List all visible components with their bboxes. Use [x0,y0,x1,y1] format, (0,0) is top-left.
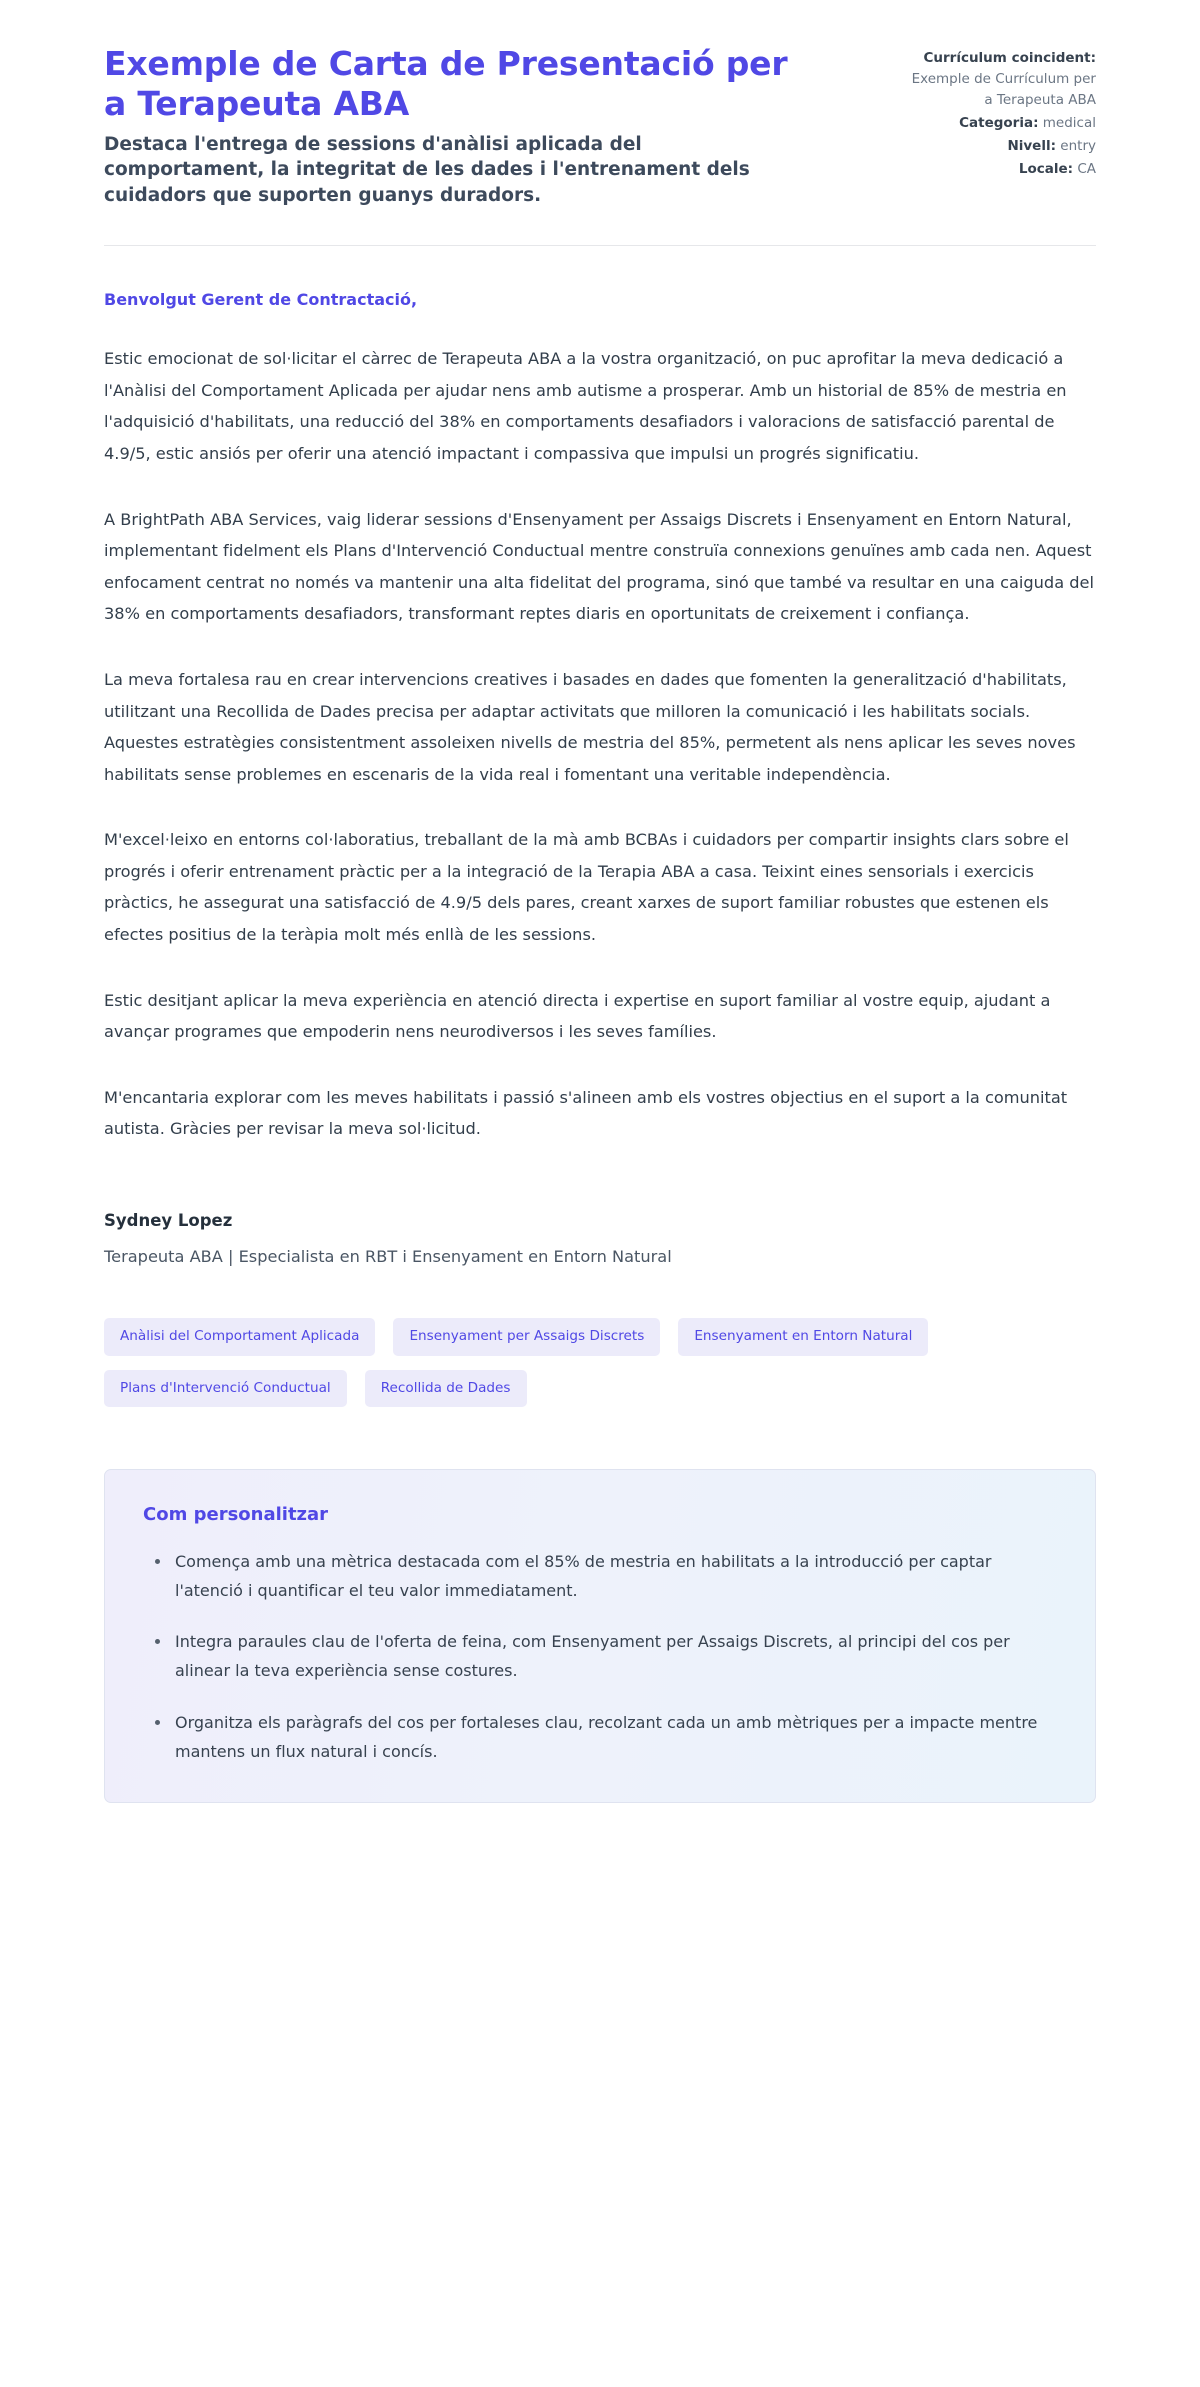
callout-tip-item: Comença amb una mètrica destacada com el 85% de mestria en habilitats a la introducció per captar l'atenció i quantificar el teu valor immediatament. [167,1547,1057,1605]
letter-paragraph: La meva fortalesa rau en crear intervencions creatives i basades en dades que fomenten la generalització d'habilitats, utilitzant una Recollida de Dades precisa per adaptar activitats que milloren la comunicació i les habilitats socials. Aquestes estratègies consistentment assoleixen nivells de mestria del 85%, permetent als nens aplicar les seves noves habilitats sense problemes en escenaris de la vida real i fomentant una veritable independència. [104,669,1076,784]
document-metadata [906,44,1096,182]
meta-row-locale [906,159,1096,180]
document-header [104,44,1096,209]
customization-tips-callout [104,1469,1096,1803]
meta-row-category [906,113,1096,134]
meta-value-locale: CA [1077,160,1096,177]
skill-tag: Recollida de Dades [365,1370,527,1408]
skill-tag-list [104,1318,934,1407]
meta-row-level [906,136,1096,157]
meta-value-level: entry [1060,137,1096,154]
skill-tag: Plans d'Intervenció Conductual [104,1370,347,1408]
letter-salutation: Benvolgut Gerent de Contractació, [104,290,418,310]
meta-label-matching-resume: Currículum coincident: [923,50,1096,66]
skill-tag: Ensenyament en Entorn Natural [678,1318,928,1356]
signature-block [104,1211,1096,1270]
callout-title: Com personalitzar [143,1504,329,1526]
page-subtitle: Destaca l'entrega de sessions d'anàlisi aplicada del comportament, la integritat de les dades i l'entrenament dels cuidadors que suporten guanys duradors. [104,133,750,207]
skill-tag: Anàlisi del Comportament Aplicada [104,1318,375,1356]
letter-paragraph: Estic emocionat de sol·licitar el càrrec de Terapeuta ABA a la vostra organització, on puc aprofitar la meva dedicació a l'Anàlisi del Comportament Aplicada per ajudar nens amb autisme a prosperar. Amb un historial de 85% de mestria en l'adquisició d'habilitats, una reducció del 38% en comportaments desafiadors i valoracions de satisfacció parental de 4.9/5, estic ansiós per oferir una atenció impactant i compassiva que impulsi un progrés significatiu. [104,349,1067,463]
meta-row-matching-resume [906,48,1096,111]
letter-paragraph: Estic desitjant aplicar la meva experiència en atenció directa i expertise en suport familiar al vostre equip, ajudant a avançar programes que empoderin nens neurodiversos i les seves famílies. [104,990,1051,1042]
letter-paragraph: M'excel·leixo en entorns col·laboratius, treballant de la mà amb BCBAs i cuidadors per compartir insights clars sobre el progrés i oferir entrenament pràctic per a la integració de la Terapia ABA a casa. Teixint eines sensorials i exercicis pràctics, he assegurat una satisfacció de 4.9/5 dels pares, creant xarxes de suport familiar robustes que estenen els efectes positius de la teràpia molt més enllà de les sessions. [104,830,1069,945]
meta-label-locale: Locale: [1018,160,1074,177]
page-title: Exemple de Carta de Presentació per a Terapeuta ABA [104,44,788,124]
letter-paragraph: A BrightPath ABA Services, vaig liderar sessions d'Ensenyament per Assaigs Discrets i Ensenyament en Entorn Natural, implementant fidelment els Plans d'Intervenció Conductual mentre construïa connexions genuïnes amb cada nen. Aquest enfocament centrat no només va mantenir una alta fidelitat del programa, sinó que també va resultar en una caiguda del 38% en comportaments desafiadors, transformant reptes diaris en oportunitats de creixement i confiança. [104,509,1094,624]
signature-name: Sydney Lopez [104,1211,233,1231]
meta-value-category: medical [1042,114,1096,131]
letter-body [104,290,1096,1145]
callout-tip-item: Organitza els paràgrafs del cos per fortaleses clau, recolzant cada un amb mètriques per a impacte mentre mantens un flux natural i concís. [167,1708,1057,1766]
signature-role: Terapeuta ABA | Especialista en RBT i Ensenyament en Entorn Natural [104,1247,672,1267]
meta-label-category: Categoria: [959,114,1039,131]
callout-tip-item: Integra paraules clau de l'oferta de feina, com Ensenyament per Assaigs Discrets, al principi del cos per alinear la teva experiència sense costures. [167,1627,1057,1685]
letter-paragraph: M'encantaria explorar com les meves habilitats i passió s'alineen amb els vostres objectius en el suport a la comunitat autista. Gràcies per revisar la meva sol·licitud. [104,1087,1068,1139]
header-divider [104,245,1096,246]
header-text-block [104,44,804,209]
meta-label-level: Nivell: [1007,137,1056,154]
skill-tag: Ensenyament per Assaigs Discrets [393,1318,660,1356]
meta-value-matching-resume: Exemple de Currículum per a Terapeuta ABA [911,70,1096,108]
callout-tip-list [143,1547,1057,1766]
